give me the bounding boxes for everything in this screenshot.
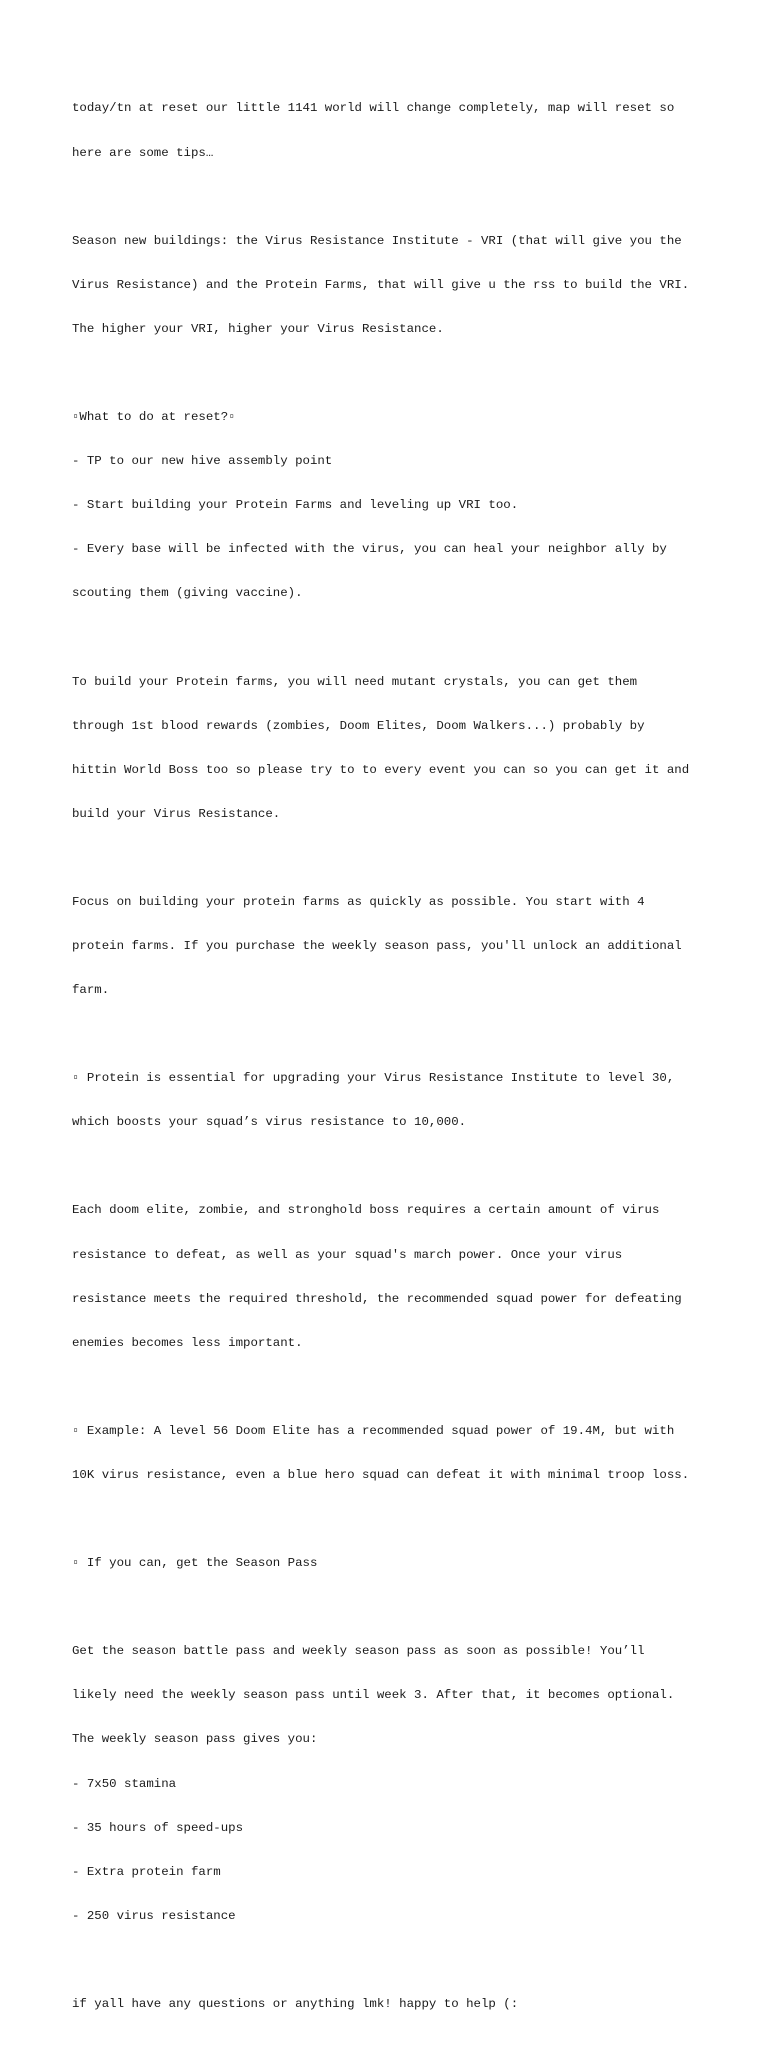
text-line: 10K virus resistance, even a blue hero squad can defeat it with minimal troop loss. xyxy=(72,1468,690,1483)
text-line: farm. xyxy=(72,983,110,998)
focus-paragraph xyxy=(72,866,712,1028)
text-line: resistance meets the required threshold, the recommended squad power for defeating xyxy=(72,1291,682,1306)
example-paragraph xyxy=(72,1395,712,1513)
list-item: - 35 hours of speed-ups xyxy=(72,1820,244,1835)
section-heading: ▫ If you can, get the Season Pass xyxy=(72,1556,318,1571)
list-item-continuation: scouting them (giving vaccine). xyxy=(72,586,303,601)
virus-resistance-paragraph xyxy=(72,1174,712,1380)
reset-checklist xyxy=(72,381,712,631)
list-item: - Extra protein farm xyxy=(72,1864,221,1879)
list-item: - 7x50 stamina xyxy=(72,1776,177,1791)
protein-farms-paragraph xyxy=(72,645,712,851)
intro-paragraph xyxy=(72,72,712,190)
text-line: Season new buildings: the Virus Resistance Institute - VRI (that will give you the xyxy=(72,233,682,248)
list-item: - 250 virus resistance xyxy=(72,1908,236,1923)
text-line: To build your Protein farms, you will need mutant crystals, you can get them xyxy=(72,674,638,689)
text-line: through 1st blood rewards (zombies, Doom Elites, Doom Walkers...) probably by xyxy=(72,718,645,733)
text-line: today/tn at reset our little 1141 world will change completely, map will reset so xyxy=(72,101,675,116)
text-line: enemies becomes less important. xyxy=(72,1335,303,1350)
list-item: - TP to our new hive assembly point xyxy=(72,454,333,469)
season-pass-heading xyxy=(72,1527,712,1601)
text-line: Each doom elite, zombie, and stronghold boss requires a certain amount of virus xyxy=(72,1203,660,1218)
text-line: if yall have any questions or anything lmk! happy to help (: xyxy=(72,1997,519,2012)
list-item: - Start building your Protein Farms and leveling up VRI too. xyxy=(72,498,519,513)
text-line: here are some tips… xyxy=(72,145,214,160)
text-line: which boosts your squad’s virus resistance to 10,000. xyxy=(72,1115,467,1130)
closing-paragraph xyxy=(72,1968,712,2042)
text-line: hittin World Boss too so please try to to every event you can so you can get it and xyxy=(72,762,690,777)
text-line: protein farms. If you purchase the weekly season pass, you'll unlock an additional xyxy=(72,939,682,954)
list-item: - Every base will be infected with the virus, you can heal your neighbor ally by xyxy=(72,542,667,557)
text-line: ▫ Protein is essential for upgrading your Virus Resistance Institute to level 30, xyxy=(72,1071,675,1086)
text-line: The higher your VRI, higher your Virus Resistance. xyxy=(72,321,444,336)
text-line: Focus on building your protein farms as quickly as possible. You start with 4 xyxy=(72,894,645,909)
document-page xyxy=(72,72,712,2048)
season-pass-paragraph xyxy=(72,1615,712,1953)
text-line: resistance to defeat, as well as your squad's march power. Once your virus xyxy=(72,1247,623,1262)
text-line: likely need the weekly season pass until week 3. After that, it becomes optional. xyxy=(72,1688,675,1703)
season-buildings-paragraph xyxy=(72,204,712,366)
text-line: build your Virus Resistance. xyxy=(72,806,281,821)
protein-essential-paragraph xyxy=(72,1042,712,1160)
text-line: Virus Resistance) and the Protein Farms, that will give u the rss to build the VRI. xyxy=(72,277,690,292)
section-heading: ▫What to do at reset?▫ xyxy=(72,409,236,424)
text-line: The weekly season pass gives you: xyxy=(72,1732,318,1747)
text-line: Get the season battle pass and weekly season pass as soon as possible! You’ll xyxy=(72,1644,645,1659)
text-line: ▫ Example: A level 56 Doom Elite has a recommended squad power of 19.4M, but with xyxy=(72,1423,675,1438)
